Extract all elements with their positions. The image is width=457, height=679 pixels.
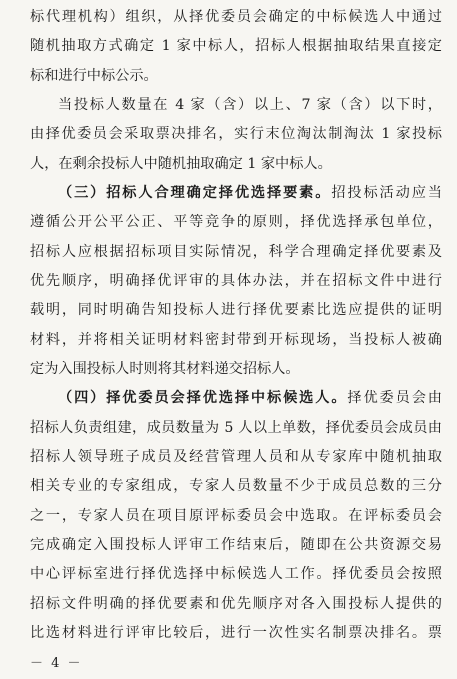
section-heading-line	[58, 387, 442, 409]
body-text-line: 当投标人数量在 4 家（含）以上、7 家（含）以下时，	[58, 97, 442, 113]
section-3-heading: （三）招标人合理确定择优选择要素。	[58, 185, 332, 201]
section-heading-line	[58, 182, 442, 204]
body-text-line: 相关专业的专家组成，专家人员数量不少于成员总数的三分	[30, 478, 442, 495]
body-text-run: 择优委员会由	[347, 390, 442, 407]
body-text-line: 优先顺序，明确择优评审的具体办法，并在招标文件中进行	[30, 273, 442, 289]
page-number: － 4 －	[30, 656, 83, 671]
body-text-line: 之一，专家人员在项目原评标委员会中选取。在评标委员会	[30, 507, 442, 524]
body-text-line: 人，在剩余投标人中随机抽取确定 1 家中标人。	[30, 155, 332, 172]
body-text-line: 由择优委员会采取票决排名，实行末位淘汰制淘汰 1 家投标	[30, 126, 442, 143]
body-text-line: 定为入围投标人时则将其材料递交招标人。	[30, 361, 300, 377]
body-text-line: 招标文件明确的择优要素和优先顺序对各入围投标人提供的	[30, 595, 442, 612]
body-text-line: 招标人负责组建，成员数量为 5 人以上单数，择优委员会成员由	[30, 419, 442, 436]
body-text-line: 载明，同时明确告知投标人进行择优要素比选应提供的证明	[30, 302, 442, 319]
section-4-heading: （四）择优委员会择优选择中标候选人。	[58, 390, 348, 407]
body-text-line: 遵循公开公平公正、平等竞争的原则，择优选择承包单位，	[30, 214, 442, 231]
body-text-line: 材料，并将相关证明材料密封带到开标现场，当投标人被确	[30, 331, 442, 348]
body-text-line: 中心评标室进行择优选择中标候选人工作。择优委员会按照	[30, 566, 442, 583]
body-text-line: 招标人领导班子成员及经营管理人员和从专家库中随机抽取	[30, 449, 442, 465]
body-text-run: 招投标活动应当	[331, 185, 442, 201]
body-text-line: 招标人应根据招标项目实际情况，科学合理确定择优要素及	[30, 243, 442, 260]
body-text-line: 比选材料进行评审比较后，进行一次性实名制票决排名。票	[30, 625, 442, 641]
body-text-line: 标代理机构）组织，从择优委员会确定的中标候选人中通过	[30, 9, 442, 25]
body-text-line: 完成确定入围投标人评审工作结束后，随即在公共资源交易	[30, 537, 442, 553]
body-text-line: 标和进行中标公示。	[30, 67, 158, 84]
body-text-line: 随机抽取方式确定 1 家中标人，招标人根据抽取结果直接定	[30, 38, 442, 55]
